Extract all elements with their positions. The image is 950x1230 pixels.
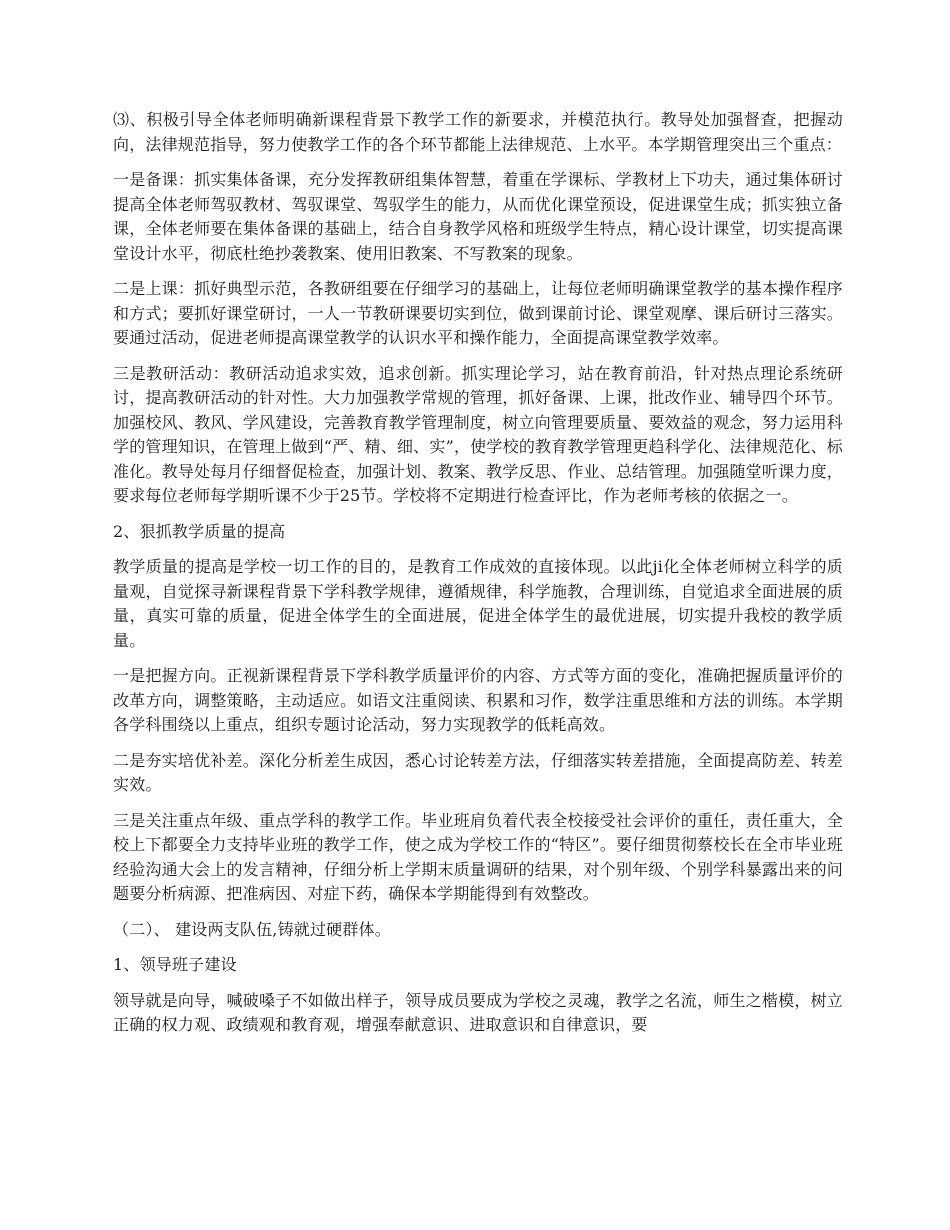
document-page xyxy=(113,108,843,1049)
paragraph-direction: 一是把握方向。正视新课程背景下学科教学质量评价的内容、方式等方面的变化，准确把握质量评价的改革方向，调整策略，主动适应。如语文注重阅读、积累和习作，数学注重思维和方法的训练。本学期各学科围绕以上重点，组织专题讨论活动，努力实现教学的低耗高效。 xyxy=(113,666,843,734)
heading-two-teams: （二）、 建设两支队伍,铸就过硬群体。 xyxy=(113,919,391,939)
heading-teaching-quality: 2、狠抓教学质量的提高 xyxy=(113,521,286,541)
paragraph-leadership: 领导就是向导，喊破嗓子不如做出样子，领导成员要成为学校之灵魂，教学之名流，师生之楷模，树立正确的权力观、政绩观和教育观，增强奉献意识、进取意识和自律意识，要 xyxy=(113,990,843,1034)
paragraph-classroom-teaching: 二是上课：抓好典型示范，各教研组要在仔细学习的基础上，让每位老师明确课堂教学的基本操作程序和方式；要抓好课堂研讨，一人一节教研课要切实到位，做到课前讨论、课堂观摩、课后研讨三落实。要通过活动，促进老师提高课堂教学的认识水平和操作能力，全面提高课堂教学效率。 xyxy=(113,279,843,347)
paragraph-teaching-guidance: ⑶、积极引导全体老师明确新课程背景下教学工作的新要求，并模范执行。教导处加强督查，把握动向，法律规范指导，努力使教学工作的各个环节都能上法律规范、上水平。本学期管理突出三个重点： xyxy=(113,110,843,154)
paragraph-teaching-research: 三是教研活动：教研活动追求实效，追求创新。抓实理论学习，站在教育前沿，针对热点理论系统研讨，提高教研活动的针对性。大力加强教学常规的管理，抓好备课、上课，批改作业、辅导四个环节。加强校风、教风、学风建设，完善教育教学管理制度，树立向管理要质量、要效益的观念，努力运用科学的管理知识，在管理上做到“严、精、细、实”，使学校的教育教学管理更趋科学化、法律规范化、标准化。教导处每月仔细督促检查，加强计划、教案、教学反思、作业、总结管理。加强随堂听课力度，要求每位老师每学期听课不少于25节。学校将不定期进行检查评比，作为老师考核的依据之一。 xyxy=(113,363,843,505)
paragraph-remedial: 二是夯实培优补差。深化分析差生成因，悉心讨论转差方法，仔细落实转差措施，全面提高防差、转差实效。 xyxy=(113,750,843,794)
heading-leadership: 1、领导班子建设 xyxy=(113,955,237,974)
paragraph-quality-intro: 教学质量的提高是学校一切工作的目的，是教育工作成效的直接体现。以此ji化全体老师树立科学的质量观，自觉探寻新课程背景下学科教学规律，遵循规律，科学施教，合理训练，自觉追求全面进展的质量，真实可靠的质量，促进全体学生的全面进展，促进全体学生的最优进展，切实提升我校的教学质量。 xyxy=(113,557,843,650)
paragraph-key-grades: 三是关注重点年级、重点学科的教学工作。毕业班肩负着代表全校接受社会评价的重任，责任重大，全校上下都要全力支持毕业班的教学工作，使之成为学校工作的“特区”。要仔细贯彻蔡校长在全市毕业班经验沟通大会上的发言精神，仔细分析上学期末质量调研的结果，对个别年级、个别学科暴露出来的问题要分析病源、把准病因、对症下药，确保本学期能得到有效整改。 xyxy=(113,810,843,903)
paragraph-lesson-preparation: 一是备课：抓实集体备课，充分发挥教研组集体智慧，着重在学课标、学教材上下功夫，通过集体研讨提高全体老师驾驭教材、驾驭课堂、驾驭学生的能力，从而优化课堂预设，促进课堂生成；抓实独立备课，全体老师要在集体备课的基础上，结合自身教学风格和班级学生特点，精心设计课堂，切实提高课堂设计水平，彻底杜绝抄袭教案、使用旧教案、不写教案的现象。 xyxy=(113,170,843,263)
